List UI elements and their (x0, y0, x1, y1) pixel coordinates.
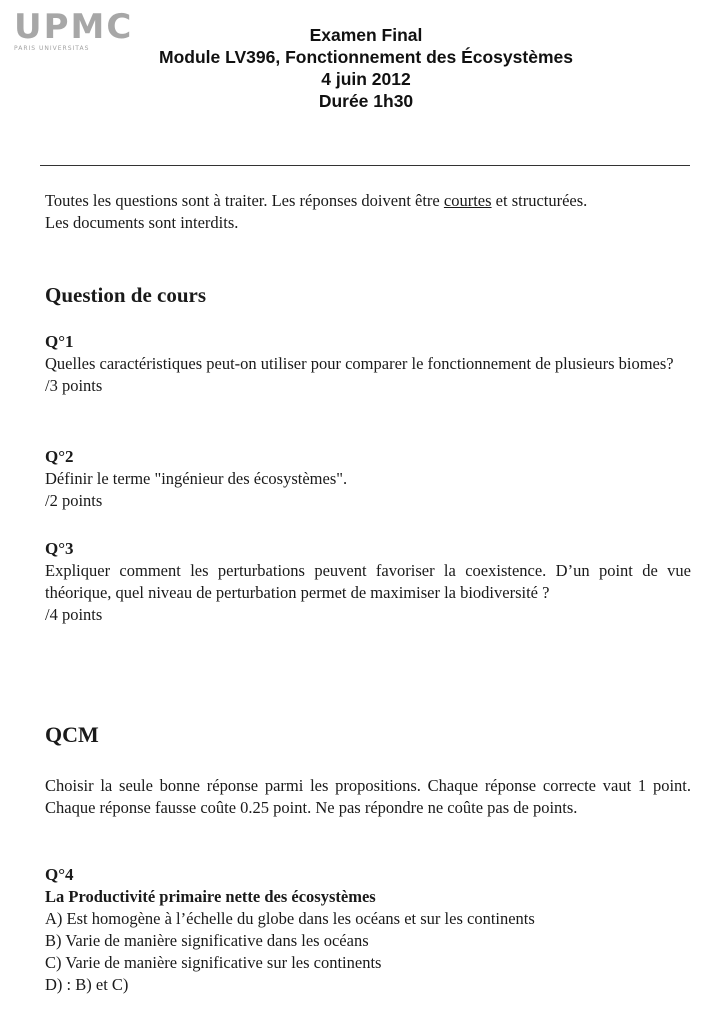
question-number: Q°3 (45, 539, 74, 558)
question-points: /3 points (45, 376, 103, 395)
answer-option-a: A) Est homogène à l’échelle du globe dans les océans et sur les continents (45, 909, 535, 928)
exam-title: Examen Final (309, 25, 423, 45)
header-divider (40, 165, 690, 166)
question-1 (45, 331, 691, 397)
logo-subtitle: PARIS UNIVERSITAS (14, 45, 90, 52)
answer-option-d: D) : B) et C) (45, 975, 129, 994)
qcm-instructions: Choisir la seule bonne réponse parmi les propositions. Chaque réponse correcte vaut 1 point. Chaque réponse fausse coûte 0.25 point. Ne pas répondre ne coûte pas de points. (45, 776, 691, 817)
question-number: Q°2 (45, 447, 74, 466)
question-number: Q°4 (45, 865, 74, 884)
exam-duration: Durée 1h30 (318, 91, 414, 111)
exam-date: 4 juin 2012 (321, 69, 411, 89)
section-title-cours: Question de cours (45, 283, 207, 307)
instructions-paragraph (45, 190, 625, 234)
module-title: Module LV396, Fonctionnement des Écosystèmes (159, 47, 573, 67)
exam-header (0, 24, 727, 112)
question-text: Définir le terme "ingénieur des écosystèmes". (45, 469, 348, 488)
instructions-underlined: courtes (443, 191, 492, 210)
question-points: /2 points (45, 491, 103, 510)
instructions-documents: Les documents sont interdits. (45, 213, 239, 232)
logo-mark: UPMC (14, 7, 134, 47)
answer-option-b: B) Varie de manière significative dans les océans (45, 931, 369, 950)
answer-option-c: C) Varie de manière significative sur les continents (45, 953, 382, 972)
question-number: Q°1 (45, 332, 74, 351)
question-2 (45, 446, 691, 512)
question-3 (45, 538, 691, 626)
instructions-text-1: Toutes les questions sont à traiter. Les réponses doivent être (45, 191, 440, 210)
question-text: Quelles caractéristiques peut-on utiliser pour comparer le fonctionnement de plusieurs biomes? (45, 354, 674, 373)
section-title-qcm: QCM (45, 722, 99, 747)
instructions-text-2: et structurées. (495, 191, 588, 210)
question-text: Expliquer comment les perturbations peuvent favoriser la coexistence. D’un point de vue théorique, quel niveau de perturbation permet de maximiser la biodiversité ? (45, 561, 691, 602)
question-points: /4 points (45, 605, 103, 624)
question-4 (45, 864, 691, 996)
question-title: La Productivité primaire nette des écosystèmes (45, 887, 376, 906)
